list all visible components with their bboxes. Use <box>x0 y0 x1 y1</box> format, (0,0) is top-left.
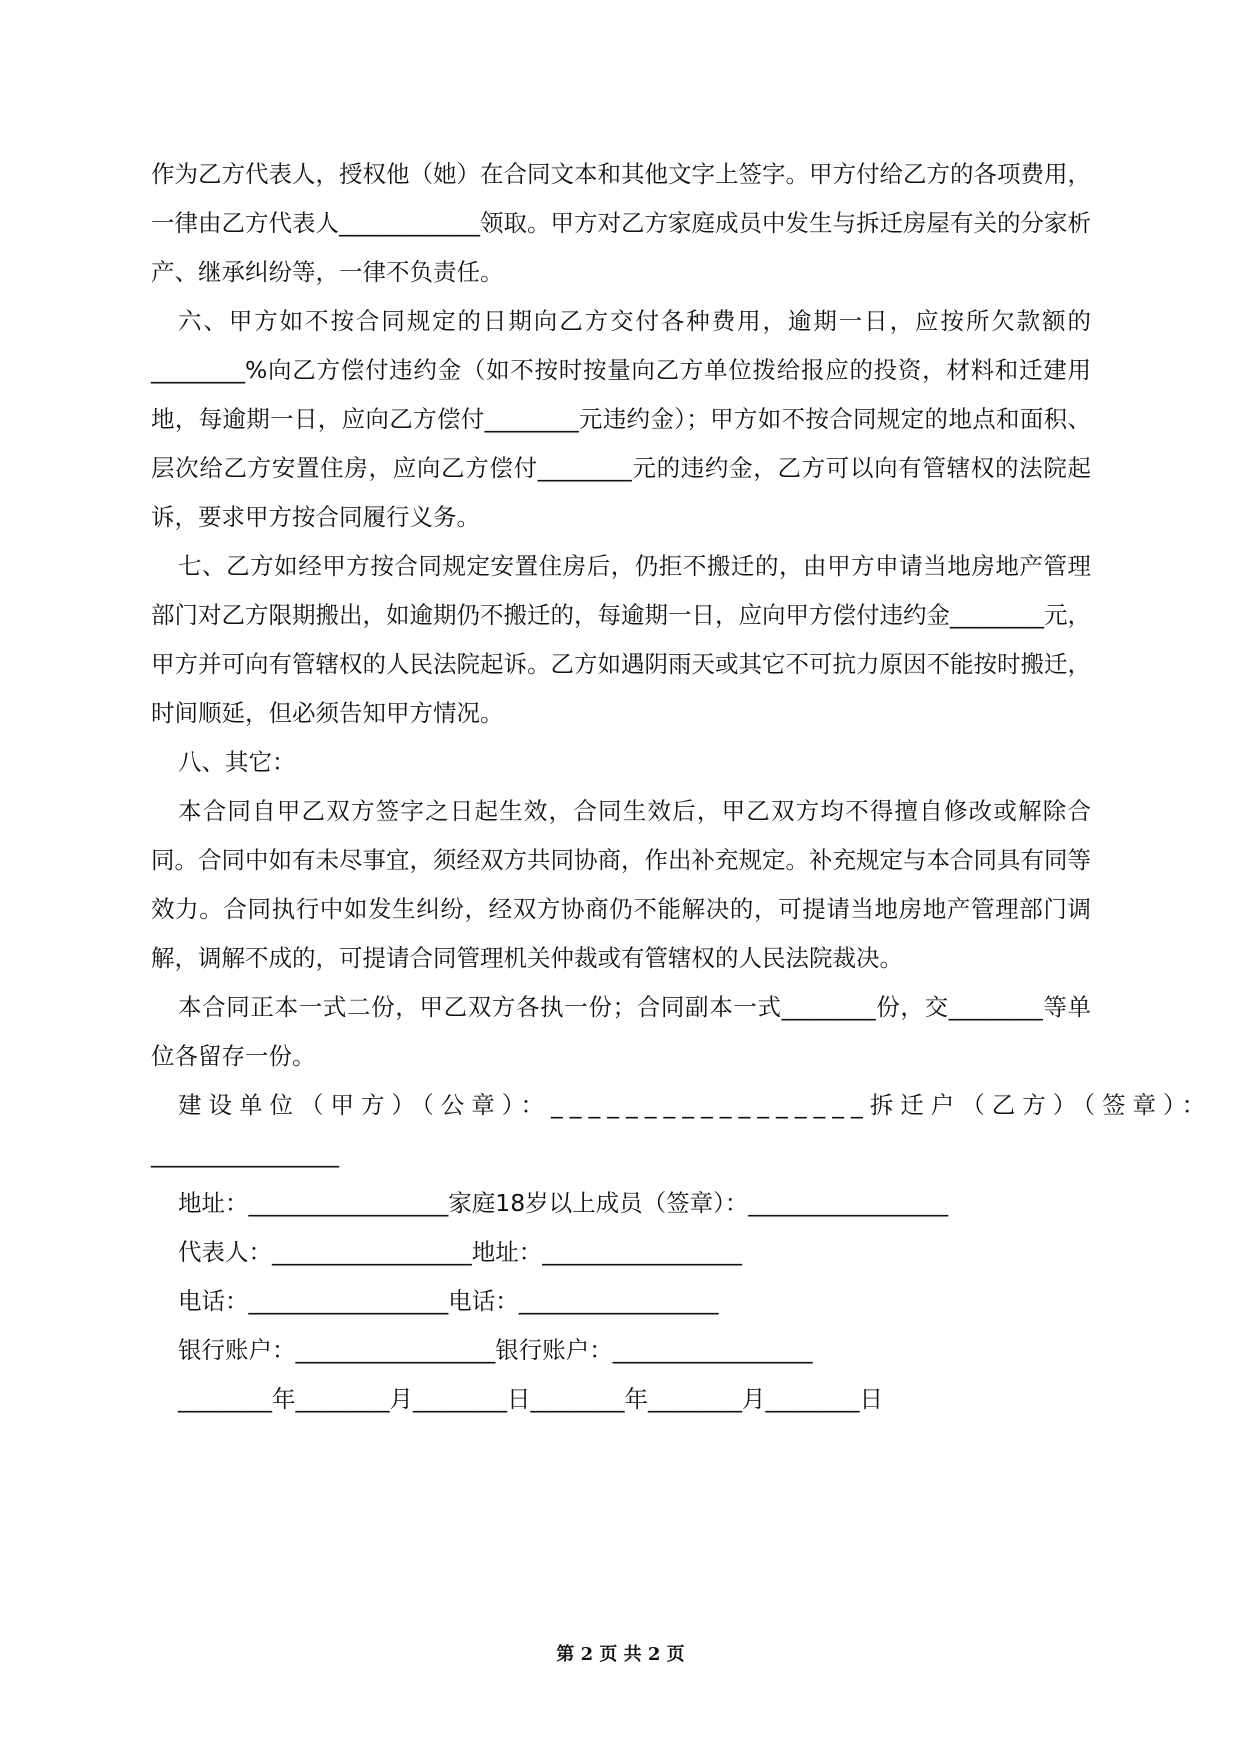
signature-date-line: ________年________月________日________年________月________日 <box>178 1385 883 1413</box>
paragraph-representative: 作为乙方代表人，授权他（她）在合同文本和其他文字上签字。甲方付给乙方的各项费用，一律由乙方代表人____________领取。甲方对乙方家庭成员中发生与拆迁房屋有关的分家析产、继承纠纷等，一律不负责任。 <box>151 160 1091 286</box>
contract-body <box>151 150 1213 1424</box>
paragraph-clause-6: 六、甲方如不按合同规定的日期向乙方交付各种费用，逾期一日，应按所欠款额的________%向乙方偿付违约金（如不按时按量向乙方单位拨给报应的投资，材料和迁建用地，每逾期一日，应向乙方偿付________元违约金）；甲方如不按合同规定的地点和面积、层次给乙方安置住房，应向乙方偿付________元的违约金，乙方可以向有管辖权的法院起诉，要求甲方按合同履行义务。 <box>151 307 1091 531</box>
signature-block <box>151 1081 1213 1424</box>
signature-parties-line: 建设单位（甲方）（公章）：_________________拆迁户（乙方）（签章）： <box>178 1091 1213 1119</box>
paragraph-clause-7: 七、乙方如经甲方按合同规定安置住房后，仍拒不搬迁的，由甲方申请当地房地产管理部门对乙方限期搬出，如逾期仍不搬迁的，每逾期一日，应向甲方偿付违约金________元，甲方并可向有管辖权的人民法院起诉。乙方如遇阴雨天或其它不可抗力原因不能按时搬迁，时间顺延，但必须告知甲方情况。 <box>151 552 1091 727</box>
signature-representative-line: 代表人：_________________地址：_________________ <box>178 1238 742 1266</box>
signature-bank-line: 银行账户：_________________银行账户：_________________ <box>178 1336 813 1364</box>
paragraph-effectiveness: 本合同自甲乙双方签字之日起生效，合同生效后，甲乙双方均不得擅自修改或解除合同。合同中如有未尽事宜，须经双方共同协商，作出补充规定。补充规定与本合同具有同等效力。合同执行中如发生纠纷，经双方协商仍不能解决的，可提请当地房地产管理部门调解，调解不成的，可提请合同管理机关仲裁或有管辖权的人民法院裁决。 <box>151 797 1091 972</box>
signature-parties-continuation: ________________ <box>151 1140 339 1168</box>
paragraph-clause-8-heading: 八、其它： <box>178 748 296 776</box>
page-footer: 第 2 页 共 2 页 <box>556 1644 685 1665</box>
paragraph-copies: 本合同正本一式二份，甲乙双方各执一份；合同副本一式________份，交________等单位各留存一份。 <box>151 993 1091 1070</box>
signature-phone-line: 电话：_________________电话：_________________ <box>178 1287 719 1315</box>
signature-address-line: 地址：_________________家庭18岁以上成员（签章）：_________________ <box>178 1189 949 1217</box>
